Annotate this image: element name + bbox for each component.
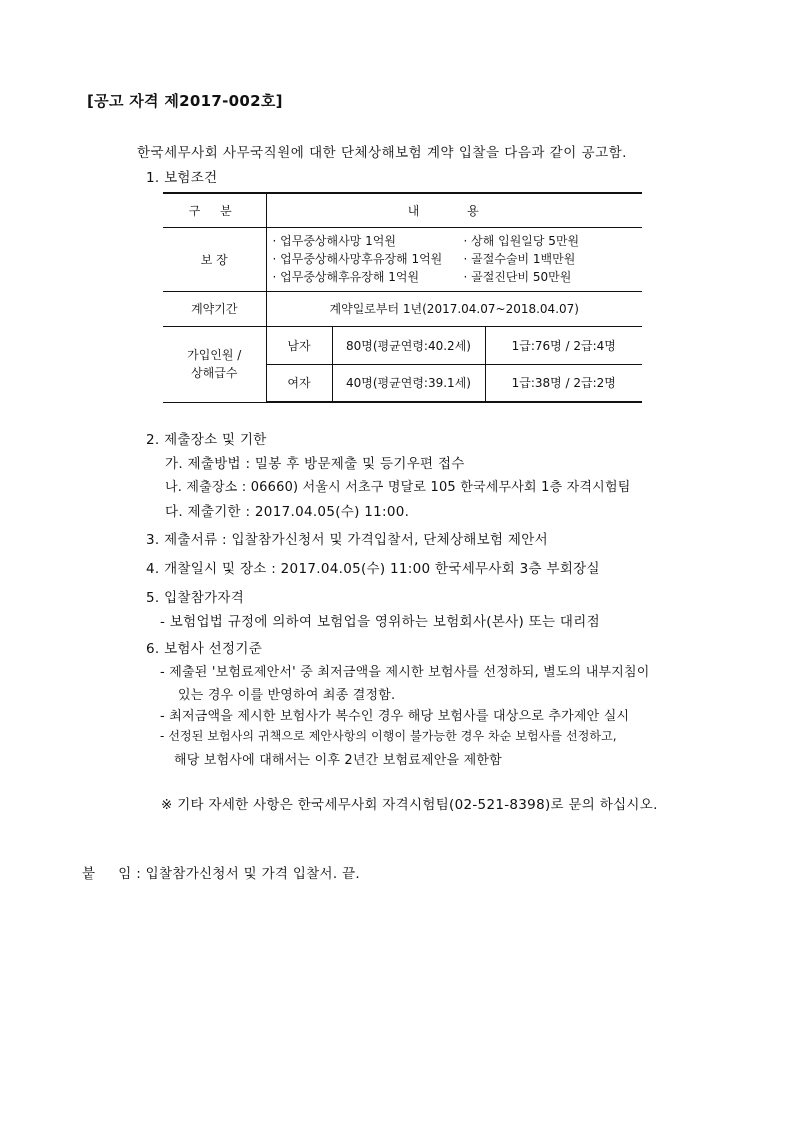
contact-note: ※ 기타 자세한 사항은 한국세무사회 자격시험팀(02-521-8398)로 문의 하십시오. [161,797,658,813]
coverage-row [273,232,643,250]
coverage-items [266,227,642,291]
section-6-item-a: - 제출된 '보험료제안서' 중 최저금액을 제시한 보험사를 선정하되, 별도의 내부지침이 [160,665,650,680]
section-5-heading: 5. 입찰참가자격 [146,590,245,606]
section-6-item-c: - 선정된 보험사의 귀책으로 제안사항의 이행이 불가능한 경우 차순 보험사를 선정하고, [160,729,617,743]
header-category: 구 분 [163,193,266,227]
attachment-line: 붙 임 : 입찰참가신청서 및 가격 입찰서. 끝. [82,866,360,882]
header-content: 내 용 [266,193,642,227]
male-count: 80명(평균연령:40.2세) [332,326,485,364]
coverage-item: · 업무중상해후유장해 1억원 [272,270,420,284]
coverage-row [273,250,643,268]
members-label-line: 상해급수 [191,366,238,380]
coverage-row [273,268,643,286]
intro-text: 한국세무사회 사무국직원에 대한 단체상해보험 계약 입찰을 다음과 같이 공고함. [137,145,627,161]
female-count: 40명(평균연령:39.1세) [332,364,485,402]
section-6-item-c-cont: 해당 보험사에 대해서는 이후 2년간 보험료제안을 제한함 [174,753,502,768]
period-value: 계약일로부터 1년(2017.04.07~2018.04.07) [266,291,642,326]
male-label: 남자 [266,326,332,364]
section-6-heading: 6. 보험사 선정기준 [146,641,263,657]
members-label-line: 가입인원 / [187,348,242,362]
members-label [163,326,266,402]
coverage-item: · 상해 입원일당 5만원 [463,234,580,248]
section-4-heading: 4. 개찰일시 및 장소 : 2017.04.05(수) 11:00 한국세무사회 3층 부회장실 [146,561,600,577]
notice-title: [공고 자격 제2017-002호] [87,92,283,110]
female-label: 여자 [266,364,332,402]
male-grade: 1급:76명 / 2급:4명 [485,326,642,364]
section-2-item-b: 나. 제출장소 : 06660) 서울시 서초구 명달로 105 한국세무사회 1층 자격시험팀 [165,480,631,495]
section-3-heading: 3. 제출서류 : 입찰참가신청서 및 가격입찰서, 단체상해보험 제안서 [146,532,548,548]
section-5-item-a: - 보험업법 규정에 의하여 보험업을 영위하는 보험회사(본사) 또는 대리점 [160,614,600,630]
section-2-item-c: 다. 제출기한 : 2017.04.05(수) 11:00. [165,504,410,520]
coverage-label: 보 장 [163,227,266,291]
coverage-item: · 골절진단비 50만원 [463,270,572,284]
coverage-item: · 골절수술비 1백만원 [463,252,576,266]
section-2-item-a: 가. 제출방법 : 밀봉 후 방문제출 및 등기우편 접수 [165,456,465,472]
female-grade: 1급:38명 / 2급:2명 [485,364,642,402]
insurance-conditions-table [163,192,642,403]
section-1-heading: 1. 보험조건 [146,170,218,186]
section-2-heading: 2. 제출장소 및 기한 [146,432,267,448]
section-6-item-b: - 최저금액을 제시한 보험사가 복수인 경우 해당 보험사를 대상으로 추가제안 실시 [160,709,630,724]
period-label: 계약기간 [163,291,266,326]
section-6-item-a-cont: 있는 경우 이를 반영하여 최종 결정함. [178,688,396,703]
coverage-item: · 업무중상해사망후유장해 1억원 [272,252,443,266]
coverage-item: · 업무중상해사망 1억원 [272,234,396,248]
